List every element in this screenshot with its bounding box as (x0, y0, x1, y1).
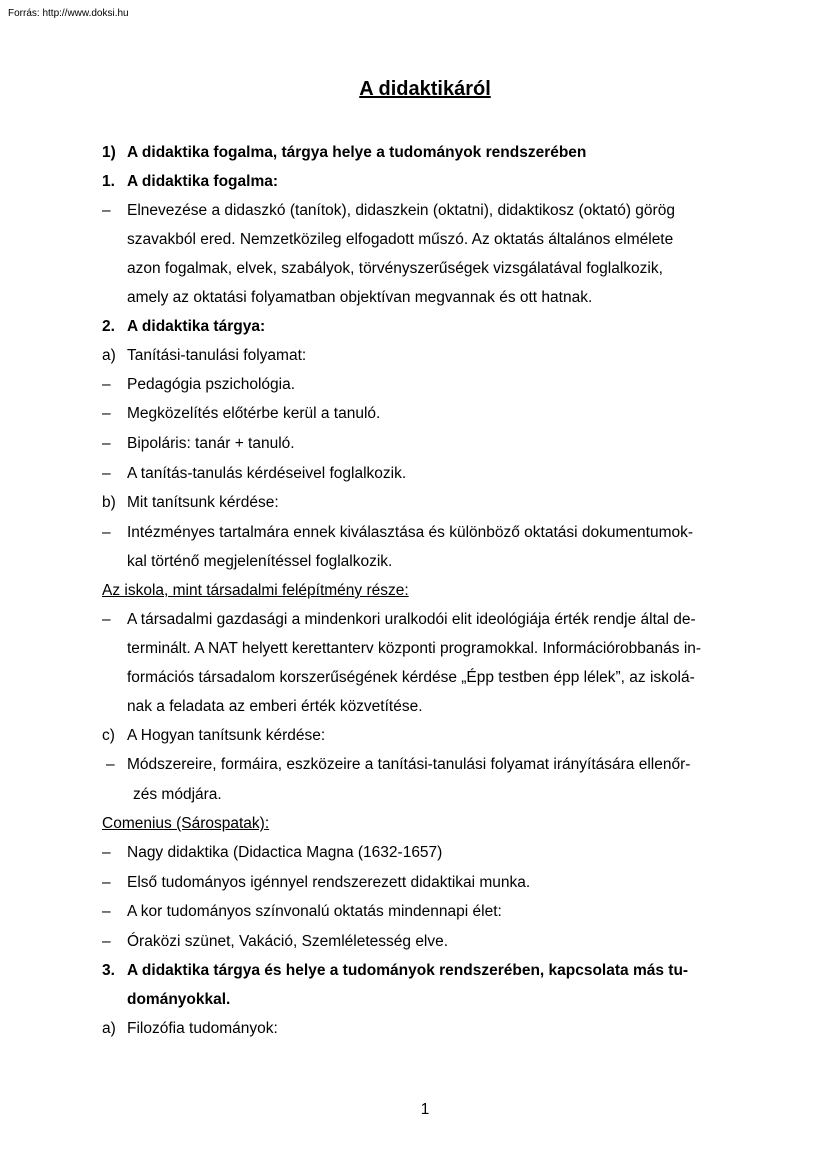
list-marker: 2. (102, 318, 115, 335)
paragraph-line: amely az oktatási folyamatban objektívan megvannak és ott hatnak. (127, 289, 593, 306)
source-label: Forrás: http://www.doksi.hu (8, 8, 129, 19)
subsection-heading: A didaktika tárgya és helye a tudományok rendszerében, kapcsolata más tu- (127, 962, 689, 979)
list-marker: – (102, 524, 111, 541)
list-item: Tanítási-tanulási folyamat: (127, 347, 307, 364)
paragraph-line: A társadalmi gazdasági a mindenkori uralkodói elit ideológiája érték rendje által de- (127, 611, 696, 628)
list-item: Óraközi szünet, Vakáció, Szemléletesség elve. (127, 933, 449, 950)
list-marker: a) (102, 347, 116, 364)
paragraph-line: szavakból ered. Nemzetközileg elfogadott műszó. Az oktatás általános elmélete (127, 231, 674, 248)
paragraph-line: Intézményes tartalmára ennek kiválasztása és különböző oktatási dokumentumok- (127, 524, 694, 541)
paragraph-line: azon fogalmak, elvek, szabályok, törvényszerűségek vizsgálatával foglalkozik, (127, 260, 663, 277)
list-marker: 1) (102, 144, 116, 161)
list-item: Nagy didaktika (Didactica Magna (1632-1657) (127, 844, 443, 861)
list-item: A Hogyan tanítsunk kérdése: (127, 727, 326, 744)
section-heading: A didaktika fogalma, tárgya helye a tudományok rendszerében (127, 144, 587, 161)
paragraph-line: nak a feladata az emberi érték közvetítése. (127, 698, 423, 715)
underlined-heading: Comenius (Sárospatak): (102, 815, 270, 832)
list-item: A kor tudományos színvonalú oktatás mindennapi élet: (127, 903, 502, 920)
list-marker: – (102, 405, 111, 422)
list-marker: – (102, 611, 111, 628)
paragraph-line: formációs társadalom korszerűségének kérdése „Épp testben épp lélek”, az iskolá- (127, 669, 695, 686)
list-item: Első tudományos igénnyel rendszerezett didaktikai munka. (127, 874, 531, 891)
list-marker: – (102, 933, 111, 950)
page-number: 1 (420, 1101, 430, 1118)
list-item: Filozófia tudományok: (127, 1020, 278, 1037)
list-item: Pedagógia pszichológia. (127, 376, 296, 393)
document-title: A didaktikáról (359, 78, 491, 100)
paragraph-line: zés módjára. (133, 786, 222, 803)
list-marker: 3. (102, 962, 115, 979)
list-marker: – (102, 202, 111, 219)
paragraph-line: Módszereire, formáira, eszközeire a tanítási-tanulási folyamat irányítására ellenőr- (127, 756, 691, 773)
paragraph-line: kal történő megjelenítéssel foglalkozik. (127, 553, 393, 570)
paragraph-line: terminált. A NAT helyett kerettanterv központi programokkal. Információrobbanás in- (127, 640, 702, 657)
list-marker: c) (102, 727, 115, 744)
underlined-heading: Az iskola, mint társadalmi felépítmény része: (102, 582, 409, 599)
subsection-heading: A didaktika fogalma: (127, 173, 279, 190)
list-item: Mit tanítsunk kérdése: (127, 494, 279, 511)
list-marker: 1. (102, 173, 115, 190)
list-marker: – (102, 465, 111, 482)
list-marker: a) (102, 1020, 116, 1037)
list-marker: – (102, 874, 111, 891)
list-item: Megközelítés előtérbe kerül a tanuló. (127, 405, 381, 422)
list-item: A tanítás-tanulás kérdéseivel foglalkozik. (127, 465, 407, 482)
subsection-heading: dományokkal. (127, 991, 231, 1008)
list-marker: – (102, 844, 111, 861)
list-item: Bipoláris: tanár + tanuló. (127, 435, 295, 452)
list-marker: – (102, 435, 111, 452)
list-marker: – (102, 903, 111, 920)
list-marker: b) (102, 494, 116, 511)
subsection-heading: A didaktika tárgya: (127, 318, 266, 335)
list-marker: – (102, 376, 111, 393)
list-marker: – (106, 756, 115, 773)
paragraph-line: Elnevezése a didaszkó (tanítok), didaszkein (oktatni), didaktikosz (oktató) görög (127, 202, 675, 219)
